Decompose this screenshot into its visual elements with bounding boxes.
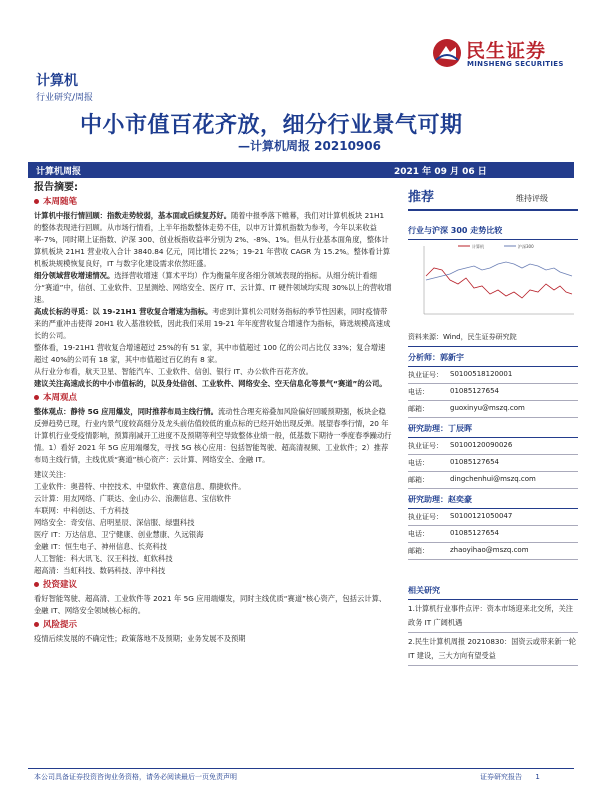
- page-number: 1: [535, 773, 540, 781]
- list-item: 云计算：用友网络、广联达、金山办公、浪潮信息、宝信软件: [34, 494, 232, 503]
- legend-computer: 计算机: [472, 244, 484, 249]
- industry-label: 计算机: [36, 73, 78, 89]
- info-row: [408, 455, 578, 472]
- info-row: [408, 543, 578, 560]
- section-heading-risk: [34, 619, 392, 631]
- recommend-label: 推荐: [408, 190, 435, 205]
- report-type: 行业研究/周报: [36, 93, 94, 103]
- phone: 01085127654: [450, 529, 499, 537]
- header-bar-date: 2021 年 09 月 06 日: [394, 167, 487, 177]
- header-bar-left: 计算机周报: [36, 167, 82, 177]
- footer-divider: [28, 768, 574, 769]
- paragraph: 看好智能驾驶、超高清、工业软件等 2021 年 5G 应用端爆发，同时主线优质“赛道”核心资产，包括云计算、金融 IT、网络安全领域核心标的。: [34, 594, 387, 615]
- info-row: [408, 472, 578, 489]
- brand-name-cn: 民生证券: [466, 40, 547, 62]
- list-item: 网络安全：奇安信、启明星辰、深信服、绿盟科技: [34, 518, 195, 527]
- related-link[interactable]: 2.民生计算机周报 20210830：国资云或带来新一轮 IT 建设，三大方向有望受益: [408, 633, 578, 666]
- paragraph: [34, 306, 392, 342]
- report-title: 中小市值百花齐放，细分行业景气可期: [80, 113, 463, 138]
- trend-chart: [408, 240, 578, 328]
- chart-source: 资料来源：Wind，民生证券研究院: [408, 332, 578, 347]
- email-link[interactable]: dingchenhui@mszq.com: [450, 475, 536, 483]
- main-content: [34, 182, 392, 645]
- footer-label: 证券研究报告: [480, 773, 522, 781]
- paragraph: [34, 406, 392, 466]
- footer-disclaimer: 本公司具备证券投资咨询业务资格，请务必阅读最后一页免责声明: [34, 773, 237, 781]
- minsheng-logo-icon: [432, 38, 462, 68]
- bullet-icon: [34, 622, 39, 627]
- brand-name-en: MINSHENG SECURITIES: [467, 60, 564, 68]
- list-item: 超高清：当虹科技、数码科技、淳中科技: [34, 566, 166, 575]
- paragraph: 从行业分布看，航天卫星、智能汽车、工业软件、信创、银行 IT、办公软件百花齐放。: [34, 367, 313, 376]
- paragraph-lead: 整体观点：静待 5G 应用爆发，同时推荐布局主线行情。: [34, 407, 218, 416]
- paragraph-body: 流动性合理充裕叠加风险偏好回暖预期强，板块企稳反弹趋势已现，行业内景气度较高细分及龙头前估值较低的重点标的已经开始出现反弹。展望春季行情，20 年计算机行业受疫情影响，预算削减开工进度不及预期等利空导致整体业绩一般，低基数下期待一季度春季躁动行情。1）看好 2021 年 5G 应用端爆发，寻找 5G 核心应用：包括智能驾驶、超高清视频、工业软件；2）推荐布局主线行情，主线优质“赛道”核心资产：云计算、网络安全、金融 IT。: [34, 407, 392, 464]
- info-row: [408, 401, 578, 418]
- paragraph-emphasis: 建议关注高速成长的中小市值标的，以及身处信创、工业软件、网络安全、空天信息化等景气“赛道”的公司。: [34, 379, 387, 388]
- cert-number: S0100518120001: [450, 370, 513, 378]
- related-link[interactable]: 1.计算机行业事件点评：资本市场迎来北交所，关注政务 IT 广阔机遇: [408, 600, 578, 633]
- report-subtitle: —计算机周报 20210906: [238, 139, 381, 153]
- recommend-label: 建议关注：: [34, 470, 71, 479]
- section-heading-advice: [34, 579, 392, 591]
- info-key: 邮箱：: [408, 405, 429, 413]
- paragraph-body: 选择营收增速（算术平均）作为衡量年度各细分领域表现的指标。从细分统计看细分“赛道”中，信创、工业软件、卫星测绘、网络安全、医疗 IT、云计算、IT 硬件领域均实现 30%以上的营收增速。: [34, 271, 392, 304]
- info-key: 邮箱：: [408, 476, 429, 484]
- paragraph-body: 考虑到计算机公司财务指标的季节性因素，同时疫情带来的严重冲击使得 20H1 收入基准较低，因此我们采用 19-21 年年度营收复合增速作为指标，筛选规模高速成长的公司。: [34, 307, 391, 340]
- email-link[interactable]: zhaoyihao@mszq.com: [450, 546, 529, 554]
- section-heading-text: 风险提示: [43, 620, 78, 630]
- chart-title: 行业与沪深 300 走势比较: [408, 221, 578, 240]
- info-key: 执业证号：: [408, 513, 443, 521]
- list-item: 工业软件：奥普特、中控技术、中望软件、赛意信息、鼎捷软件。: [34, 482, 246, 491]
- info-key: 执业证号：: [408, 371, 443, 379]
- phone: 01085127654: [450, 387, 499, 395]
- section-heading-text: 本周随笔: [43, 197, 78, 207]
- bullet-icon: [34, 582, 39, 587]
- analyst-title: 分析师：郭新宇: [408, 347, 578, 367]
- header-bar: [28, 162, 574, 178]
- section-heading-essay: [34, 196, 392, 208]
- info-row: [408, 438, 578, 455]
- recommend-list: [34, 481, 392, 577]
- list-item: 金融 IT：恒生电子、神州信息、长亮科技: [34, 542, 167, 551]
- footer-right: [480, 772, 540, 782]
- paragraph-lead: 计算机中报行情回顾：指数走势较弱，基本面或后续复苏好。: [34, 211, 232, 220]
- paragraph-lead: 细分领域营收增速情况。: [34, 271, 115, 280]
- legend-hs300: 沪深300: [518, 244, 534, 249]
- related-title: 相关研究: [408, 580, 578, 600]
- info-key: 邮箱：: [408, 547, 429, 555]
- paragraph-lead: 高成长标的寻觅：以 19-21H1 营收复合增速为指标。: [34, 307, 213, 316]
- info-key: 电话：: [408, 459, 429, 467]
- summary-heading: 报告摘要:: [34, 182, 78, 193]
- section-heading-text: 本周观点: [43, 393, 78, 403]
- paragraph: 疫情后续发展的不确定性；政策落地不及预期；业务发展不及预期: [34, 634, 246, 643]
- list-item: 人工智能：科大讯飞、汉王科技、虹软科技: [34, 554, 173, 563]
- paragraph: [34, 270, 392, 306]
- bullet-icon: [34, 395, 39, 400]
- sidebar: [408, 186, 578, 666]
- info-row: [408, 509, 578, 526]
- analyst-title: 研究助理：赵奕豪: [408, 489, 578, 509]
- analyst-title: 研究助理：丁辰晖: [408, 418, 578, 438]
- info-key: 电话：: [408, 530, 429, 538]
- info-row: [408, 367, 578, 384]
- phone: 01085127654: [450, 458, 499, 466]
- cert-number: S0100120090026: [450, 441, 513, 449]
- info-key: 电话：: [408, 388, 429, 396]
- rating-header: [408, 186, 578, 211]
- paragraph: [34, 210, 392, 270]
- section-heading-text: 投资建议: [43, 580, 78, 590]
- list-item: 医疗 IT：万达信息、卫宁健康、创业慧康、久远银海: [34, 530, 204, 539]
- list-item: 车联网：中科创达、千方科技: [34, 506, 129, 515]
- section-heading-view: [34, 392, 392, 404]
- rating-label: 维持评级: [516, 194, 548, 203]
- info-key: 执业证号：: [408, 442, 443, 450]
- cert-number: S0100121050047: [450, 512, 513, 520]
- paragraph: 整体看，19-21H1 营收复合增速超过 25%的有 51 家，其中市值超过 100 亿的公司占比仅 33%；复合增速超过 40%的公司有 18 家，其中市值超过百亿的有 8 家。: [34, 343, 386, 364]
- email-link[interactable]: guoxinyu@mszq.com: [450, 404, 525, 412]
- bullet-icon: [34, 199, 39, 204]
- info-row: [408, 526, 578, 543]
- paragraph-body: 随着中报季落下帷幕，我们对计算机板块 21H1 的整体表现进行回顾。从市场行情看，上半年指数整体走势不佳，以申万计算机指数为参考，今年以来收益率-7%，同时期上证指数、沪深 300、创业板指收益率分别为 2%、-8%、1%。但从行业基本面角度，整体计算机板块 21H1 营业收入合计 3840.84 亿元，同比增长 22%；19-21 年营收 CAGR 为 15.2%。整体看计算机板块规模恢复良好，IT 与数字化建设需求依然旺盛。: [34, 211, 391, 268]
- info-row: [408, 384, 578, 401]
